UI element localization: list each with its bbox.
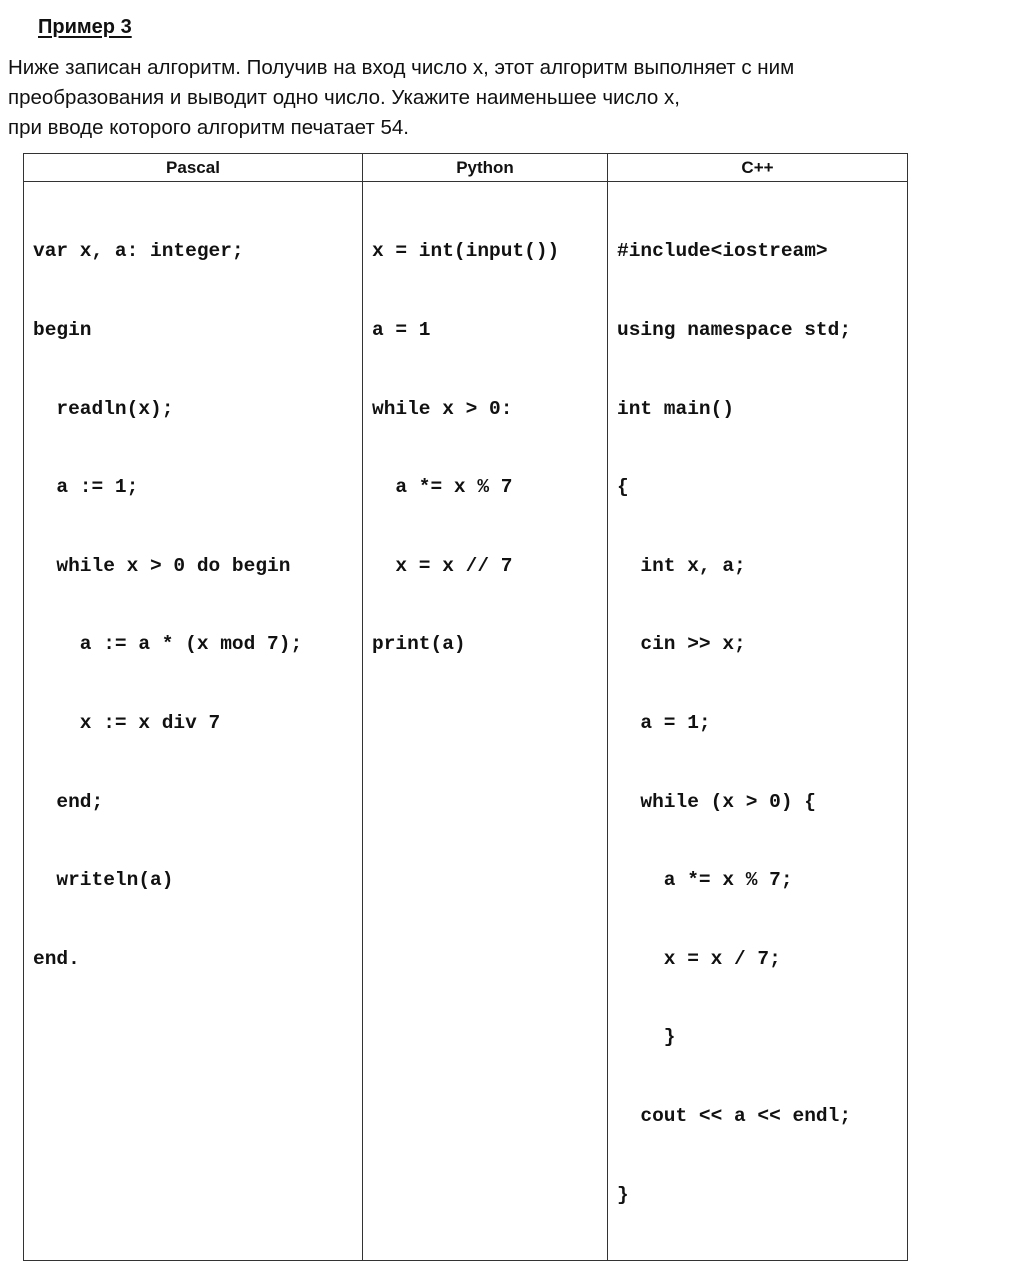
code-line: cout << a << endl;	[617, 1104, 852, 1127]
code-line: int x, a;	[617, 554, 746, 577]
problem-line: Ниже записан алгоритм. Получив на вход число x, этот алгоритм выполняет с ним	[8, 56, 795, 79]
code-line: }	[617, 1026, 676, 1049]
cpp-cell	[608, 182, 908, 1261]
code-line: while x > 0:	[372, 397, 513, 420]
code-line: x = int(input())	[372, 240, 560, 263]
code-line: using namespace std;	[617, 319, 852, 341]
code-line: a = 1;	[617, 711, 711, 734]
pascal-cell	[24, 182, 363, 1261]
code-line: var x, a: integer;	[33, 240, 244, 263]
python-cell	[363, 182, 608, 1261]
code-line: a := a * (x mod 7);	[33, 633, 303, 656]
problem-line: преобразования и выводит одно число. Укажите наименьшее число x,	[8, 86, 680, 109]
problem-statement	[8, 53, 1008, 143]
code-line: }	[617, 1183, 629, 1206]
code-comparison-table	[23, 153, 908, 1261]
header-pascal: Pascal	[24, 154, 363, 182]
header-python: Python	[363, 154, 608, 182]
code-line: readln(x);	[33, 397, 174, 420]
code-line: a *= x % 7;	[617, 869, 793, 892]
code-line: end;	[33, 790, 104, 813]
code-line: a = 1	[372, 319, 431, 341]
pascal-code	[24, 182, 362, 1024]
header-cpp: C++	[608, 154, 908, 182]
code-line: while (x > 0) {	[617, 790, 816, 813]
code-line: begin	[33, 319, 92, 341]
example-title: Пример 3	[38, 16, 132, 38]
code-line: while x > 0 do begin	[33, 554, 291, 577]
code-line: {	[617, 476, 629, 499]
code-line: x := x div 7	[33, 711, 221, 734]
code-line: a := 1;	[33, 476, 139, 499]
code-line: x = x / 7;	[617, 947, 781, 970]
cpp-code	[608, 182, 907, 1260]
table-code-row	[24, 182, 908, 1261]
code-line: writeln(a)	[33, 869, 174, 892]
code-line: cin >> x;	[617, 633, 746, 656]
code-line: int main()	[617, 397, 735, 420]
table-header-row	[24, 154, 908, 182]
code-line: end.	[33, 947, 80, 970]
code-line: a *= x % 7	[372, 476, 513, 499]
code-line: #include<iostream>	[617, 240, 828, 263]
code-line: print(a)	[372, 633, 466, 656]
problem-line: при вводе которого алгоритм печатает 54.	[8, 116, 409, 139]
python-code	[363, 182, 607, 710]
code-line: x = x // 7	[372, 554, 513, 577]
